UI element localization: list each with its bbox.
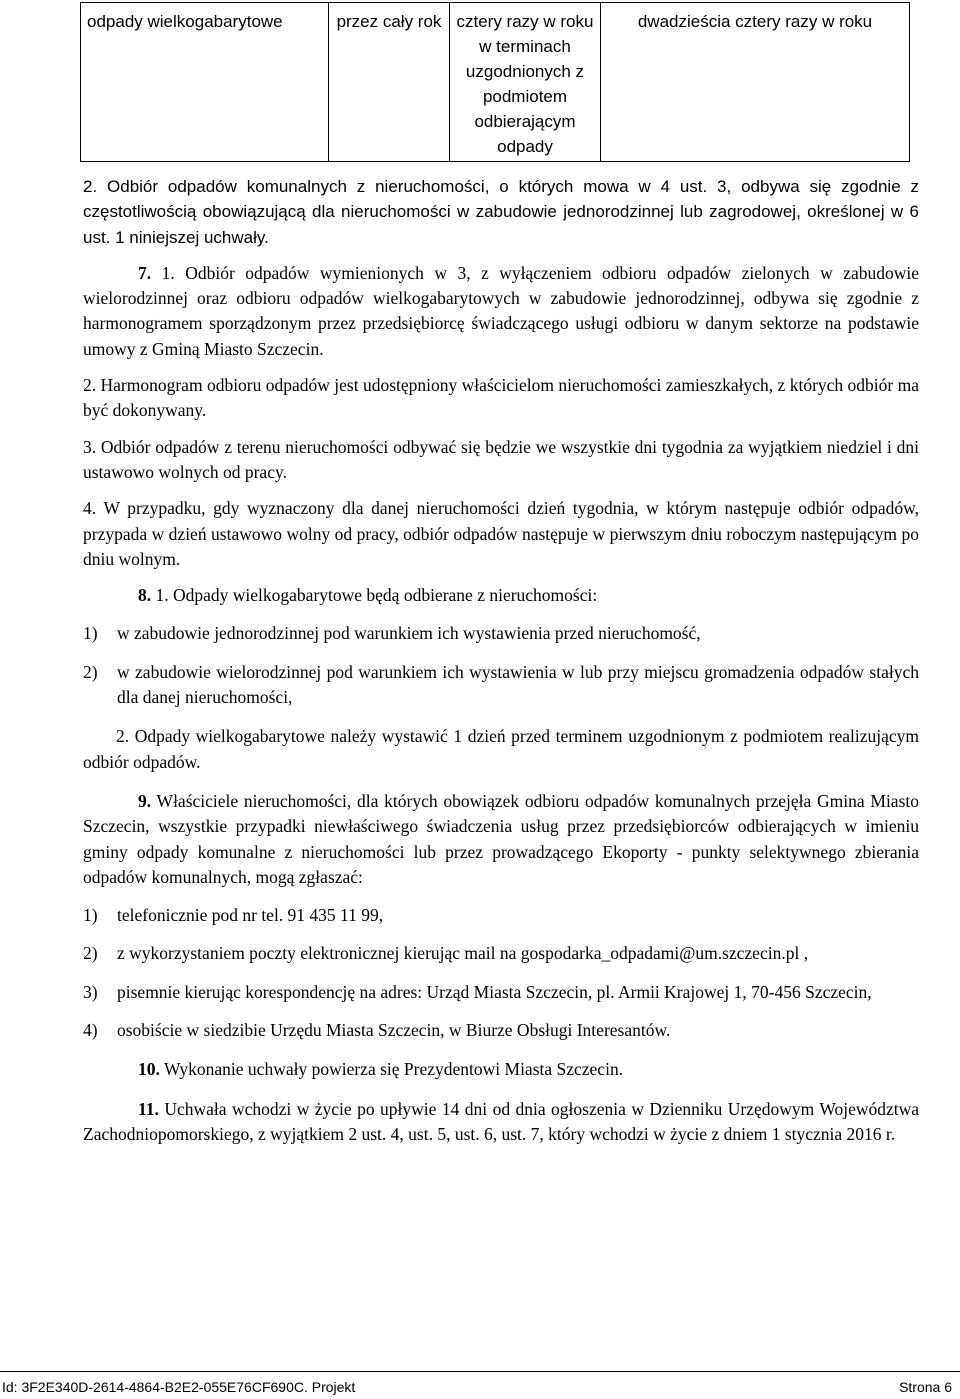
list-item: 4) osobiście w siedzibie Urzędu Miasta Szczecin, w Biurze Obsługi Interesantów. [83, 1020, 671, 1041]
section-11-paragraph: 11. Uchwała wchodzi w życie po upływie 14 dni od dnia ogłoszenia w Dzienniku Urzędowym Województwa Zachodniopomorskiego, z wyjątkiem 2 ust. 4, ust. 5, ust. 6, ust. 7, który wchodzi w życie z dniem 1 stycznia 2016 r. [83, 1098, 920, 1144]
table-cell-frequency-multi: dwadzieścia cztery razy w roku [601, 3, 910, 162]
table-cell-waste-type: odpady wielkogabarytowe [81, 3, 329, 162]
list-item: 1) w zabudowie jednorodzinnej pod warunkiem ich wystawienia przed nieruchomość, [83, 623, 701, 644]
section-8-paragraph-2: 2. Odpady wielkogabarytowe należy wystawić 1 dzień przed terminem uzgodnionym z podmiotem realizującym odbiór odpadów. [83, 726, 919, 772]
section-8-number: 8. [138, 585, 152, 606]
collection-schedule-table [80, 2, 910, 162]
list-item: 2) z wykorzystaniem poczty elektronicznej kierując mail na gospodarka_odpadami@um.szczecin.pl , [83, 943, 809, 964]
table-row [81, 3, 910, 162]
section-11-number: 11. [138, 1098, 159, 1119]
section-7-paragraph-1: 7. 1. Odbiór odpadów wymienionych w 3, z wyłączeniem odbioru odpadów zielonych w zabudowie wielorodzinnej oraz odbioru odpadów wielkogabarytowych w zabudowie jednorodzinnej, odbywa się zgodnie z harmonogramem sporządzonym przez przedsiębiorcę świadczącego usługi odbioru w danym sektorze na podstawie umowy z Gminą Miasto Szczecin. [83, 262, 919, 359]
page-footer [0, 1371, 960, 1399]
table-cell-frequency-single: cztery razy w roku w terminach uzgodnionych z podmiotem odbierającym odpady [450, 3, 601, 162]
list-item: 3) pisemnie kierując korespondencję na adres: Urząd Miasta Szczecin, pl. Armii Krajowej 1, 70-456 Szczecin, [83, 981, 872, 1002]
list-item: 2) w zabudowie wielorodzinnej pod warunkiem ich wystawienia w lub przy miejscu gromadzenia odpadów stałych dla danej nieruchomości, [83, 661, 919, 708]
section-7-number: 7. [138, 262, 152, 283]
section-9-number: 9. [138, 790, 152, 811]
section-6-paragraph-2: 2. Odbiór odpadów komunalnych z nieruchomości, o których mowa w 4 ust. 3, odbywa się zgodnie z częstotliwością obowiązującą dla nieruchomości w zabudowie jednorodzinnej lub zagrodowej, określonej w 6 ust. 1 niniejszej uchwały. [83, 177, 919, 247]
table-cell-period: przez cały rok [329, 3, 450, 162]
section-7-paragraph-3: 3. Odbiór odpadów z terenu nieruchomości odbywać się będzie we wszystkie dni tygodnia za wyjątkiem niedziel i dni ustawowo wolnych od pracy. [83, 436, 919, 482]
section-10-paragraph: 10. Wykonanie uchwały powierza się Prezydentowi Miasta Szczecin. [138, 1059, 624, 1080]
list-item: 1) telefonicznie pod nr tel. 91 435 11 99, [83, 905, 384, 926]
document-id: Id: 3F2E340D-2614-4864-B2E2-055E76CF690C. Projekt [2, 1379, 356, 1395]
section-10-number: 10. [138, 1059, 160, 1080]
section-7-paragraph-4: 4. W przypadku, gdy wyznaczony dla danej nieruchomości dzień tygodnia, w którym następuje odbiór odpadów, przypada w dzień ustawowo wolny od pracy, odbiór odpadów następuje w pierwszym dniu roboczym następującym po dniu wolnym. [83, 498, 919, 569]
page-number: Strona 6 [899, 1379, 952, 1395]
document-body [83, 174, 919, 1147]
section-9-paragraph-1: 9. Właściciele nieruchomości, dla których obowiązek odbioru odpadów komunalnych przejęła Gmina Miasto Szczecin, wszystkie przypadki niewłaściwego świadczenia usług przez przedsiębiorców odbierających w imieniu gminy odpady komunalne z nieruchomości lub przez prowadzącego Ekoporty - punkty selektywnego zbierania odpadów komunalnych, mogą zgłaszać: [83, 790, 919, 887]
section-8-paragraph-1: 8. 1. Odpady wielkogabarytowe będą odbierane z nieruchomości: [138, 585, 598, 606]
section-7-paragraph-2: 2. Harmonogram odbioru odpadów jest udostępniony właścicielom nieruchomości zamieszkałych, z których odbiór ma być dokonywany. [83, 375, 919, 421]
